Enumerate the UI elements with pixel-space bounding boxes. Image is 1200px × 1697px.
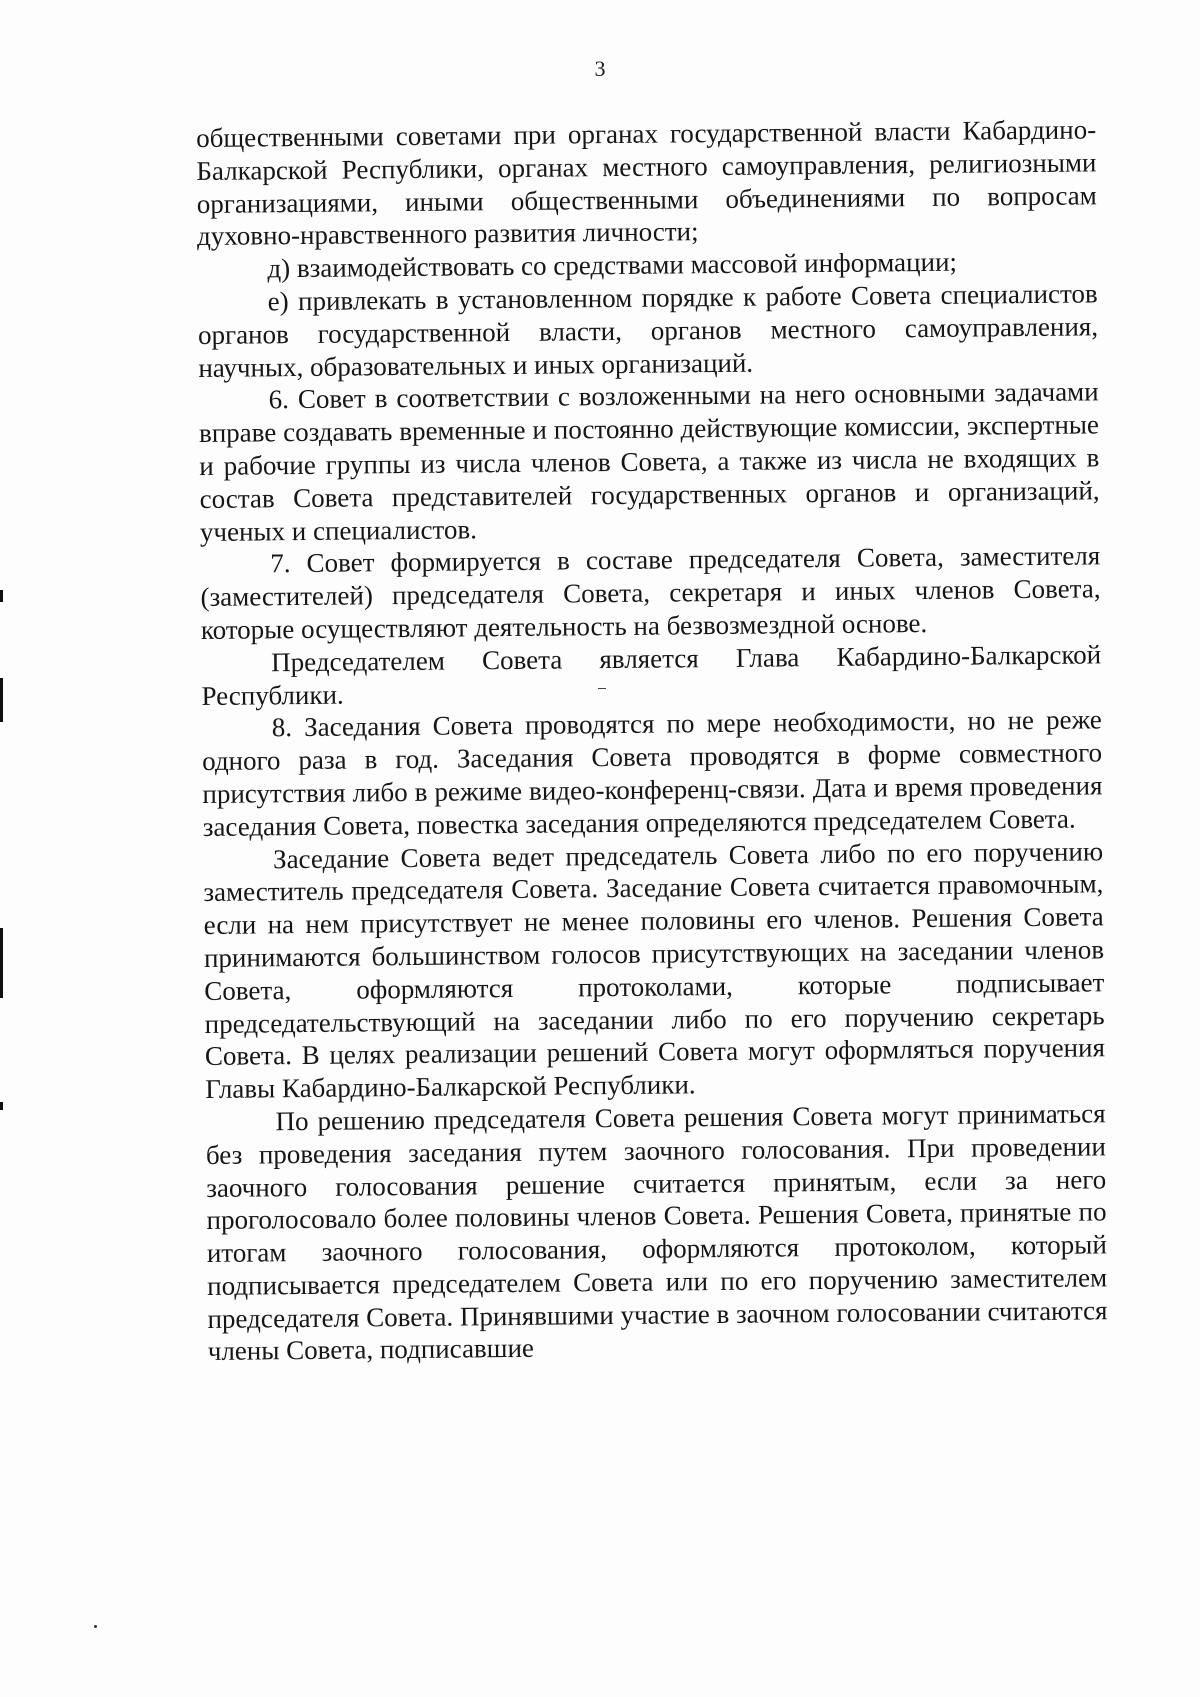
- page-number: 3: [594, 56, 606, 81]
- paragraph: 8. Заседания Совета проводятся по мере необходимости, но не реже одного раза в год. Заседания Совета проводятся в форме совместного присутствия либо в режиме видео-конференц-связи. Дата и время проведения заседания Совета, повестка заседания определяются председателем Совета.: [201, 704, 1103, 842]
- paragraph: е) привлекать в установленном порядке к работе Совета специалистов органов государственной власти, органов местного самоуправления, научных, образовательных и иных организаций.: [197, 278, 1099, 383]
- scan-mark: [0, 678, 3, 722]
- scan-speck: [94, 1625, 97, 1628]
- scan-mark: [0, 928, 3, 998]
- scan-speck: [598, 688, 606, 689]
- paragraph: общественными советами при органах государственной власти Кабардино-Балкарской Республики, органах местного самоуправления, религиозными организациями, иными общественными объединениями по вопросам духовно-нравственного развития личности;: [196, 114, 1097, 252]
- scan-mark: [0, 1102, 3, 1110]
- paragraph: Председателем Совета является Глава Кабардино-Балкарской Республики.: [201, 639, 1102, 711]
- paragraph: По решению председателя Совета решения Совета могут приниматься без проведения заседания путем заочного голосования. При проведении заочного голосования решение считается принятым, если за него проголосовало более половины членов Совета. Решения Совета, принятые по итогам заочного голосования, оформляются протоколом, который подписывается председателем Совета или по его поручению заместителем председателя Совета. Принявшими участие в заочном голосовании считаются члены Совета, подписавшие: [205, 1098, 1108, 1367]
- document-body: [196, 113, 1108, 1368]
- paragraph: 6. Совет в соответствии с возложенными на него основными задачами вправе создавать временные и постоянно действующие комиссии, экспертные и рабочие группы из числа членов Совета, а также из числа не входящих в состав Совета представителей государственных органов и организаций, ученых и специалистов.: [198, 376, 1100, 547]
- paragraph: д) взаимодействовать со средствами массовой информации;: [267, 246, 958, 284]
- paragraph: Заседание Совета ведет председатель Совета либо по его поручению заместитель председателя Совета. Заседание Совета считается правомочным, если на нем присутствует не менее половины его членов. Решения Совета принимаются большинством голосов присутствующих на заседании членов Совета, оформляются протоколами, которые подписывает председательствующий на заседании либо по его поручению секретарь Совета. В целях реализации решений Совета могут оформляться поручения Главы Кабардино-Балкарской Республики.: [203, 835, 1106, 1105]
- scan-mark: [0, 590, 3, 602]
- paragraph: 7. Совет формируется в составе председателя Совета, заместителя (заместителей) председателя Совета, секретаря и иных членов Совета, которые осуществляют деятельность на безвозмездной основе.: [200, 540, 1101, 645]
